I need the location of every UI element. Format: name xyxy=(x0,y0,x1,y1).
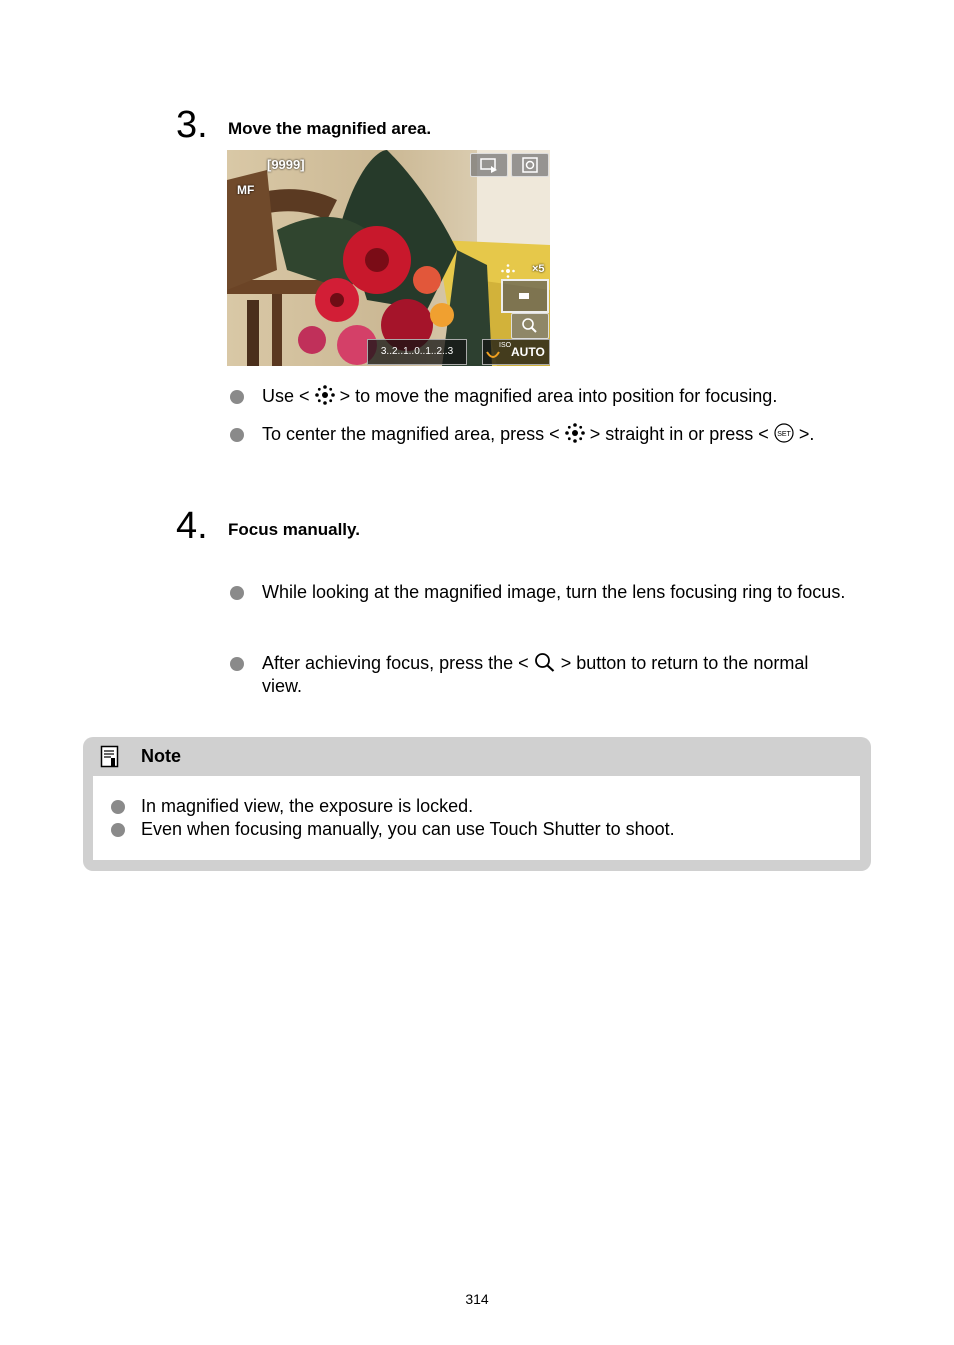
set-button-icon xyxy=(774,423,794,443)
shots-remaining: [9999] xyxy=(267,157,305,172)
magnify-touch-button[interactable] xyxy=(511,313,549,339)
note-box xyxy=(83,737,871,871)
note-heading: Note xyxy=(141,746,181,766)
step-3-bullet-2: To center the magnified area, press < > straight in or press < SET >. xyxy=(230,423,850,447)
step-4-bullet-1: While looking at the magnified image, turn the lens focusing ring to focus. xyxy=(230,581,850,629)
step-4-title: Focus manually. xyxy=(228,520,360,539)
magnification-level: ×5 xyxy=(532,263,545,275)
step-3-bullet-1: Use < > to move the magnified area into position for focusing. xyxy=(230,385,850,409)
magnify-icon xyxy=(534,652,556,672)
bullet-dot xyxy=(230,657,244,671)
bullet-dot xyxy=(111,800,125,814)
bullet-dot xyxy=(111,823,125,837)
playback-icon xyxy=(471,154,507,176)
step-3-title: Move the magnified area. xyxy=(228,119,432,138)
step-4-number: 4. xyxy=(176,505,208,547)
step-3-number: 3. xyxy=(176,104,208,146)
playback-touch-button[interactable] xyxy=(470,153,508,177)
note-icon xyxy=(100,745,120,769)
exposure-level-indicator: 3..2..1..0..1..2..3 xyxy=(367,339,467,365)
magnified-position-marker xyxy=(519,293,529,299)
magnified-area-frame[interactable] xyxy=(501,279,549,313)
q-icon xyxy=(512,154,548,176)
focus-mode-indicator: MF xyxy=(237,183,255,197)
bullet-dot xyxy=(230,428,244,442)
svg-text:SET: SET xyxy=(777,431,791,438)
camera-screen-illustration xyxy=(227,150,550,366)
multi-controller-icon xyxy=(315,385,335,405)
dial-icon xyxy=(486,350,500,360)
bullet-dot xyxy=(230,390,244,404)
iso-speed-button[interactable] xyxy=(482,339,550,365)
step-4-bullet-2: After achieving focus, press the < > button to return to the normal view. xyxy=(230,652,850,700)
magnify-small-icon xyxy=(512,314,548,338)
iso-label: ISO xyxy=(499,342,512,349)
note-item: Even when focusing manually, you can use Touch Shutter to shoot. xyxy=(111,818,851,841)
iso-value: AUTO xyxy=(511,345,545,359)
note-item: In magnified view, the exposure is locked. xyxy=(111,795,851,818)
multi-controller-icon xyxy=(565,423,585,443)
page-number: 314 xyxy=(465,1291,489,1307)
quick-control-touch-button[interactable] xyxy=(511,153,549,177)
note-content xyxy=(93,776,860,860)
flower-photo xyxy=(227,150,550,366)
bullet-dot xyxy=(230,586,244,600)
